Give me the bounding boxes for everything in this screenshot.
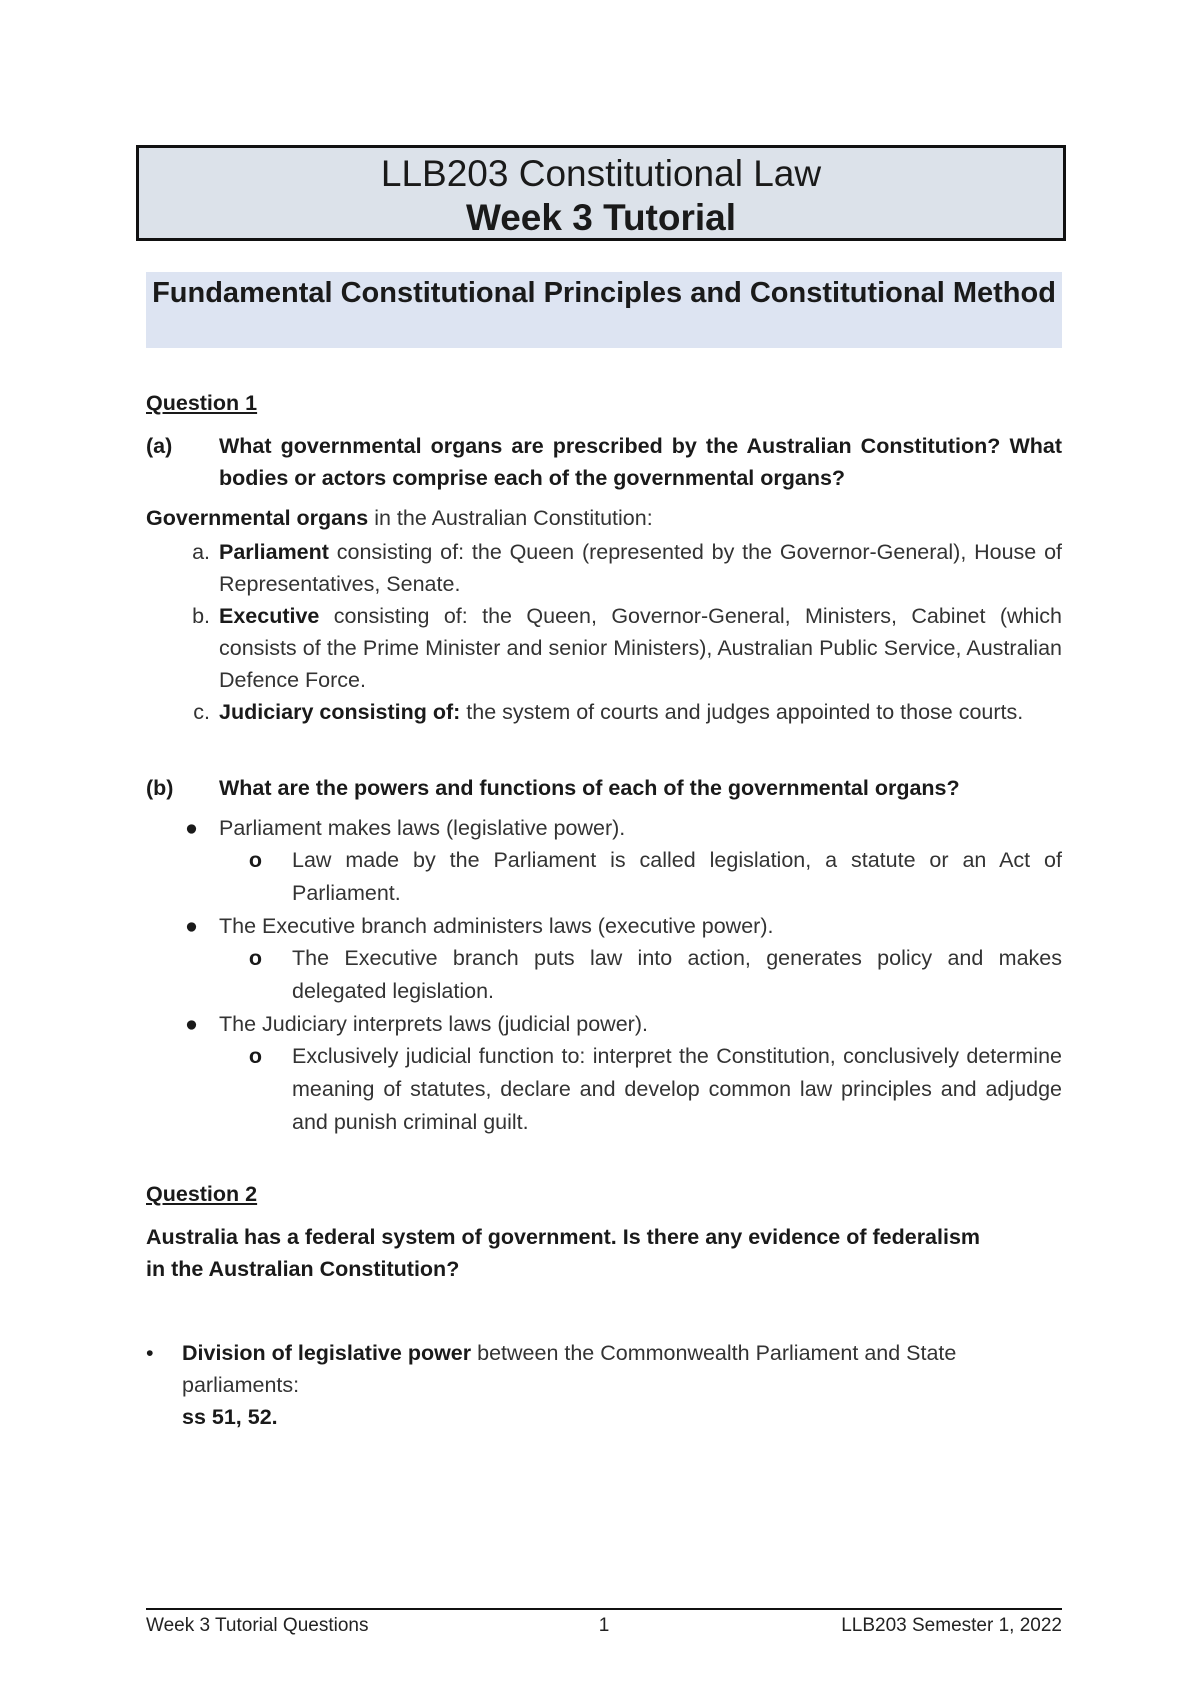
bullet-icon: ● xyxy=(185,914,198,938)
circle-bullet-icon: o xyxy=(248,946,263,970)
page-footer xyxy=(146,1615,1062,1637)
list-item: b. Executive consisting of: the Queen, Governor-General, Ministers, Cabinet (which consists of the Prime Minister and senior Ministers), Australian Public Service, Australian Defence Force. xyxy=(192,604,1062,692)
question-2-heading: Question 2 xyxy=(146,1182,258,1206)
topic-heading: Fundamental Constitutional Principles and Constitutional Method xyxy=(146,272,1062,348)
part-label: (a) xyxy=(146,434,173,458)
circle-bullet-icon: o xyxy=(248,848,263,872)
bullet-icon: ● xyxy=(185,1012,198,1036)
document-subtitle: Week 3 Tutorial xyxy=(465,197,737,238)
question-2-text: Australia has a federal system of government. Is there any evidence of federalism in the Australian Constitution? xyxy=(146,1225,981,1281)
main-content xyxy=(146,388,1062,1433)
footer-right: LLB203 Semester 1, 2022 xyxy=(841,1615,1062,1636)
document-title: LLB203 Constitutional Law xyxy=(380,153,822,194)
footer-divider xyxy=(146,1608,1062,1610)
question-1-heading: Question 1 xyxy=(146,391,258,415)
part-label: (b) xyxy=(146,776,174,800)
section-reference: ss 51, 52. xyxy=(182,1405,278,1429)
list-item: ● The Executive branch administers laws (executive power). o The Executive branch puts law into action, generates policy and makes delegated legislation. xyxy=(146,910,1062,1008)
powers-list xyxy=(146,812,1062,1139)
part-question: What are the powers and functions of each of the governmental organs? xyxy=(219,776,960,800)
federalism-list xyxy=(146,1337,1062,1433)
list-item: a. Parliament consisting of: the Queen (represented by the Governor-General), House of Representatives, Senate. xyxy=(192,540,1062,596)
question-1a xyxy=(146,430,1062,494)
question-1b xyxy=(146,772,1062,804)
footer-left: Week 3 Tutorial Questions xyxy=(146,1615,369,1636)
title-box xyxy=(136,145,1066,241)
list-item: c. Judiciary consisting of: the system of courts and judges appointed to those courts. xyxy=(193,700,1024,724)
organs-list xyxy=(146,536,1062,728)
list-item: • Division of legislative power between the Commonwealth Parliament and State parliaments: ss 51, 52. xyxy=(146,1337,1062,1433)
sub-item: o Law made by the Parliament is called legislation, a statute or an Act of Parliament. xyxy=(219,844,1062,910)
list-item: ● Parliament makes laws (legislative power). o Law made by the Parliament is called legislation, a statute or an Act of Parliament. xyxy=(146,812,1062,910)
sub-item: o The Executive branch puts law into action, generates policy and makes delegated legislation. xyxy=(219,942,1062,1008)
page-number: 1 xyxy=(598,1615,610,1636)
bullet-icon: ● xyxy=(185,816,198,840)
bullet-icon: • xyxy=(146,1341,154,1365)
sub-item: o Exclusively judicial function to: interpret the Constitution, conclusively determine meaning of statutes, declare and develop common law principles and adjudge and punish criminal guilt. xyxy=(219,1040,1062,1139)
part-question: What governmental organs are prescribed by the Australian Constitution? What bodies or actors comprise each of the governmental organs? xyxy=(219,434,1062,490)
list-item: ● The Judiciary interprets laws (judicial power). o Exclusively judicial function to: interpret the Constitution, conclusively determine meaning of statutes, declare and develop common law principles and adjudge and punish criminal guilt. xyxy=(146,1008,1062,1139)
answer-intro: Governmental organs in the Australian Constitution: xyxy=(146,506,653,530)
circle-bullet-icon: o xyxy=(248,1044,263,1068)
